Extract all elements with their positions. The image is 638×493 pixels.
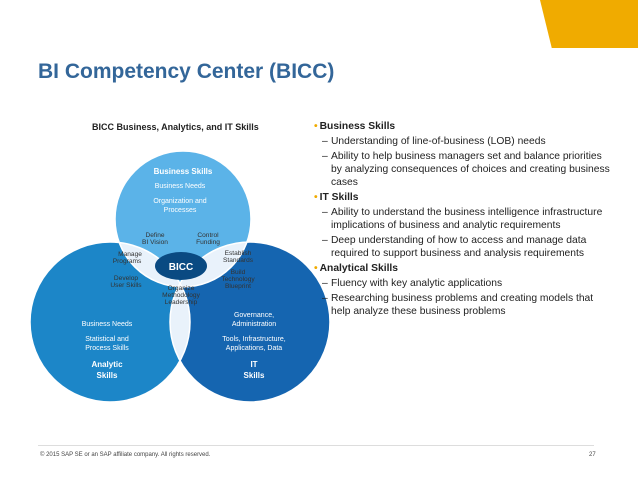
- business-org-text-1: Organization and: [153, 198, 207, 205]
- business-needs-text: Business Needs: [154, 183, 206, 190]
- develop-skills-2: User Skills: [110, 282, 142, 289]
- bullet-heading: • Business Skills: [314, 121, 396, 132]
- bullet-heading: • IT Skills: [314, 192, 359, 203]
- analytic-stat-text-1: Statistical and: [85, 336, 129, 343]
- page-number: 27: [589, 452, 596, 458]
- bullet-item: – Fluency with key analytic applications: [322, 278, 503, 289]
- bullet-item: – Ability to understand the business intelligence infrastructure implications of business and analytic requirements: [322, 207, 603, 231]
- build-blueprint-2: Technology: [221, 276, 255, 283]
- it-name-1: IT: [250, 360, 258, 369]
- control-funding-1: Control: [197, 232, 219, 239]
- manage-programs-1: Manage: [118, 251, 142, 258]
- bullet-item: – Researching business problems and creating models that help analyze these business problems: [322, 293, 594, 317]
- diagram-title: BICC Business, Analytics, and IT Skills: [92, 122, 259, 132]
- define-vision-2: BI Vision: [142, 239, 168, 246]
- business-title: Business Skills: [153, 167, 213, 176]
- bullet-heading: • Analytical Skills: [314, 263, 399, 274]
- establish-standards-1: Establish: [224, 250, 252, 257]
- analytic-name-1: Analytic: [91, 360, 123, 369]
- define-vision-1: Define: [145, 232, 165, 239]
- bullet-item: – Deep understanding of how to access and manage data required to support business and analysis requirements: [322, 235, 587, 259]
- build-blueprint-1: Build: [230, 269, 246, 276]
- analytic-needs-text: Business Needs: [81, 321, 133, 328]
- it-tools-text-2: Applications, Data: [225, 345, 283, 352]
- bicc-center-label: BICC: [168, 262, 194, 273]
- organize-leadership-2: Methodology: [162, 292, 200, 299]
- bullet-item: – Ability to help business managers set and balance priorities by analyzing consequences of choices and creating business cases: [322, 151, 610, 188]
- skills-bullet-list: [314, 118, 614, 318]
- build-blueprint-3: Blueprint: [224, 283, 252, 290]
- analytic-stat-text-2: Process Skills: [85, 345, 129, 352]
- analytic-name-2: Skills: [96, 371, 118, 380]
- it-governance-text-1: Governance,: [233, 312, 275, 319]
- it-name-2: Skills: [243, 371, 265, 380]
- bullet-item: – Understanding of line-of-business (LOB) needs: [322, 136, 546, 147]
- organize-leadership-3: Leadership: [164, 299, 198, 306]
- it-tools-text-1: Tools, Infrastructure,: [222, 336, 286, 343]
- control-funding-2: Funding: [196, 239, 220, 246]
- footer-divider: [38, 445, 594, 446]
- slide-title: BI Competency Center (BICC): [38, 60, 335, 83]
- it-governance-text-2: Administration: [231, 321, 277, 328]
- business-org-text-2: Processes: [163, 207, 197, 214]
- manage-programs-2: Programs: [112, 258, 142, 265]
- organize-leadership-1: Organize: [167, 285, 195, 292]
- develop-skills-1: Develop: [113, 275, 139, 282]
- copyright-footer: © 2015 SAP SE or an SAP affiliate company. All rights reserved.: [40, 452, 211, 458]
- establish-standards-2: Standards: [222, 257, 254, 264]
